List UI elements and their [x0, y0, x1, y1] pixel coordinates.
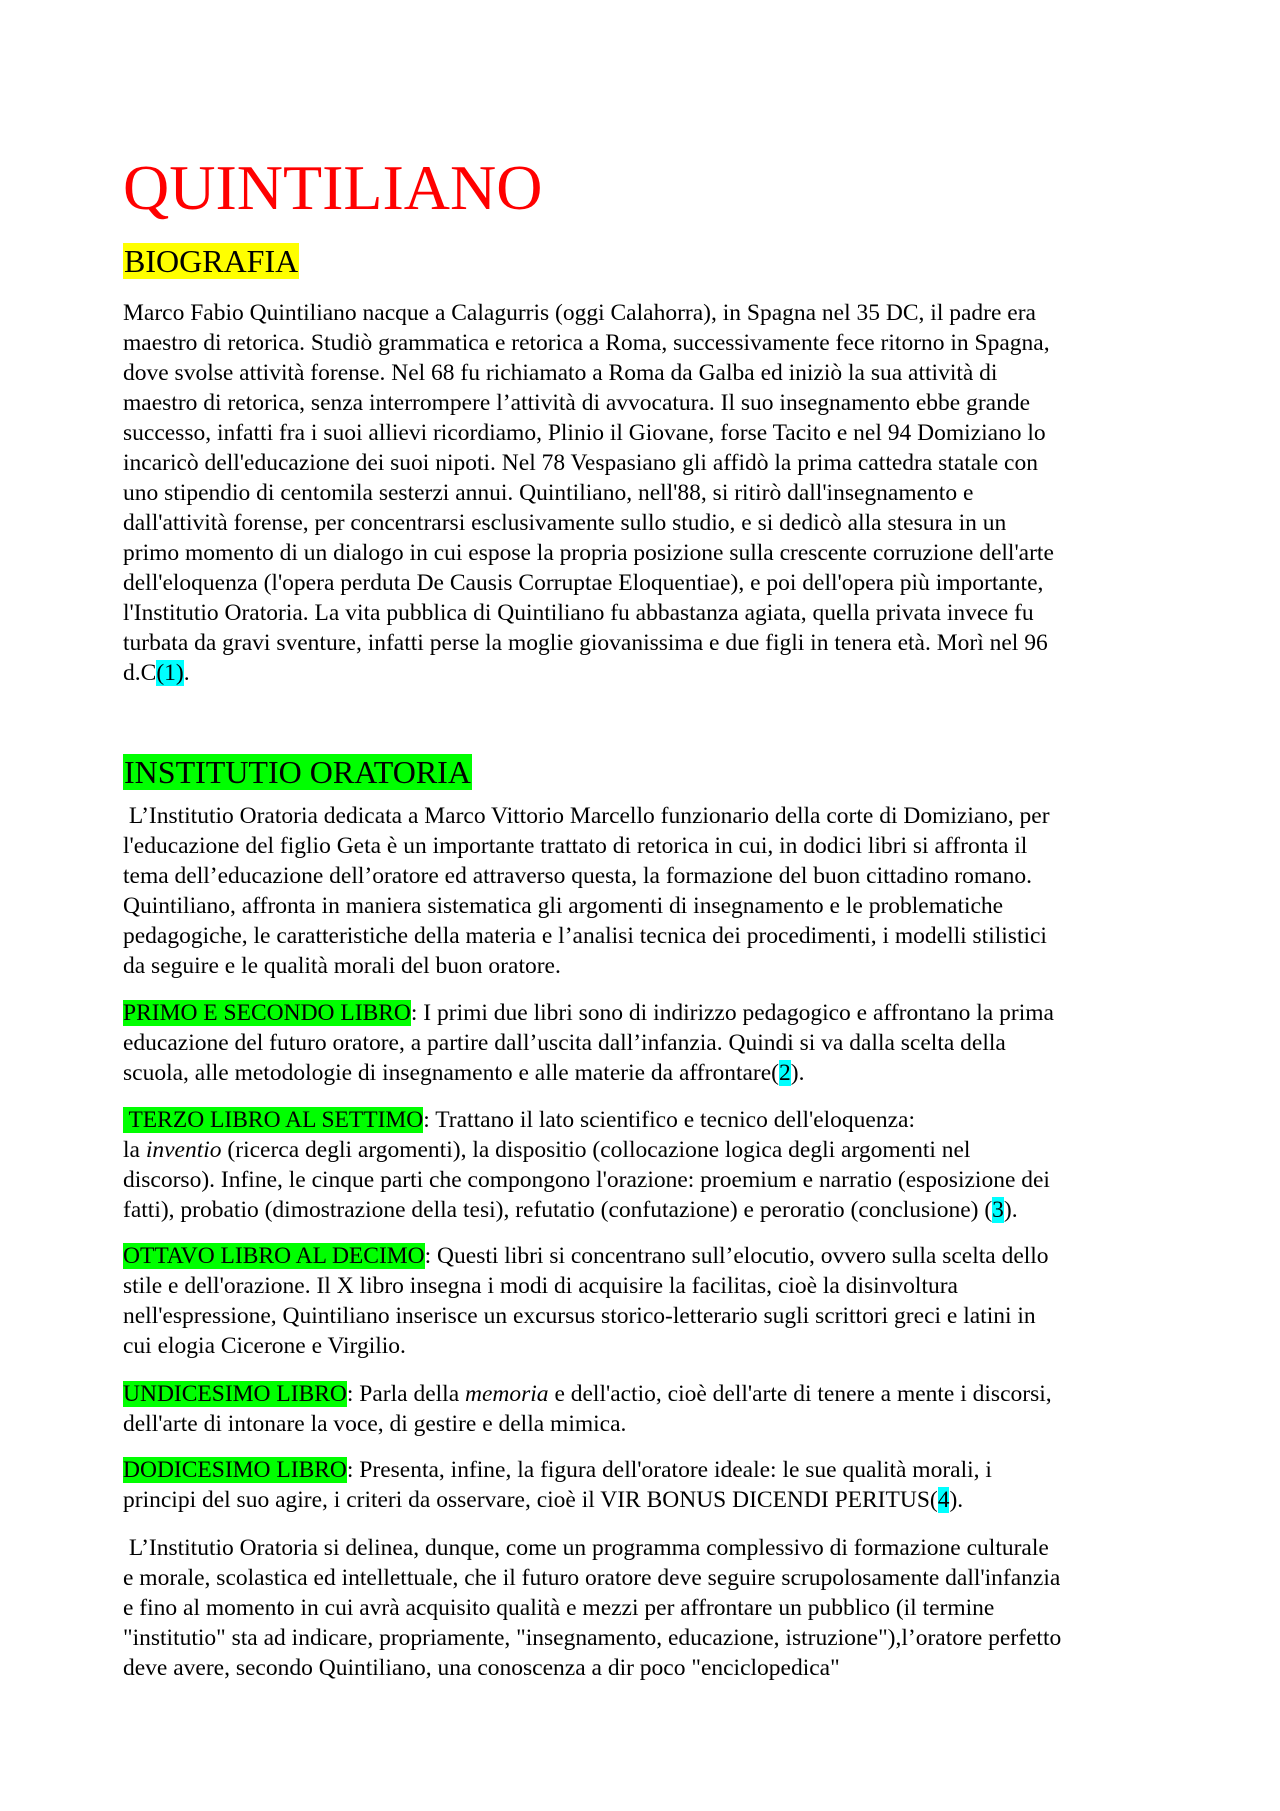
- text: : Questi libri si concentrano sull’elocutio, ovvero sulla scelta dello: [424, 1243, 1049, 1269]
- text-line: incaricò dell'educazione dei suoi nipoti. Nel 78 Vespasiano gli affidò la prima cattedra statale con: [123, 450, 1038, 476]
- dodicesimo-paragraph: [123, 1455, 1183, 1515]
- text-line: da seguire e le qualità morali del buon oratore.: [123, 953, 561, 979]
- footnote-ref-4[interactable]: 4: [937, 1487, 950, 1513]
- text-line: dell'arte di intonare la voce, di gestire e della mimica.: [123, 1411, 627, 1437]
- biography-paragraph: [123, 298, 1183, 688]
- text: ).: [790, 1060, 805, 1086]
- book-label: TERZO LIBRO AL SETTIMO: [123, 1107, 424, 1133]
- text-line: primo momento di un dialogo in cui espose la propria posizione sulla crescente corruzione dell'arte: [123, 540, 1054, 566]
- text-line: deve avere, secondo Quintiliano, una conoscenza a dir poco "enciclopedica": [123, 1655, 840, 1681]
- text-line: turbata da gravi sventure, infatti perse la moglie giovanissima e due figli in tenera età. Morì nel 96: [123, 630, 1048, 656]
- text-line: Quintiliano, affronta in maniera sistematica gli argomenti di insegnamento e le problematiche: [123, 893, 1004, 919]
- text-line: cui elogia Cicerone e Virgilio.: [123, 1333, 406, 1359]
- text-line: [123, 1105, 1183, 1135]
- footnote-ref-1[interactable]: (1): [156, 660, 184, 686]
- text-line: [123, 1455, 1183, 1485]
- heading-biografia: [123, 241, 1183, 281]
- text-line: stile e dell'orazione. Il X libro insegna i modi di acquisire la facilitas, cioè la disinvoltura: [123, 1273, 958, 1299]
- text-line: [123, 1058, 1183, 1088]
- text: e dell'actio, cioè dell'arte di tenere a mente i discorsi,: [548, 1381, 1052, 1407]
- text-line: pedagogiche, le caratteristiche della materia e l’analisi tecnica dei procedimenti, i modelli stilistici: [123, 923, 1047, 949]
- italic-term: inventio: [145, 1137, 222, 1163]
- text-line: [123, 1379, 1183, 1409]
- text-line: maestro di retorica. Studiò grammatica e retorica a Roma, successivamente fece ritorno in Spagna,: [123, 330, 1050, 356]
- text-line: l'educazione del figlio Geta è un importante trattato di retorica in cui, in dodici libri si affronta il: [123, 833, 1028, 859]
- heading-biografia-text: BIOGRAFIA: [124, 243, 299, 279]
- text-line: [123, 1241, 1183, 1271]
- text: : I primi due libri sono di indirizzo pedagogico e affrontano la prima: [410, 1000, 1054, 1026]
- text: la: [123, 1137, 146, 1163]
- text-line: [123, 1485, 1183, 1515]
- text: (ricerca degli argomenti), la dispositio (collocazione logica degli argomenti nel: [221, 1137, 971, 1163]
- text-line: successo, infatti fra i suoi allievi ricordiamo, Plinio il Giovane, forse Tacito e nel 94 Domiziano lo: [123, 420, 1046, 446]
- text-line: uno stipendio di centomila sesterzi annui. Quintiliano, nell'88, si ritirò dall'insegnamento e: [123, 480, 974, 506]
- text: ).: [1003, 1197, 1018, 1223]
- book-label: PRIMO E SECONDO LIBRO: [123, 1000, 411, 1026]
- text: : Trattano il lato scientifico e tecnico dell'eloquenza:: [423, 1107, 915, 1133]
- heading-institutio-text: INSTITUTIO ORATORIA: [124, 754, 471, 790]
- text: fatti), probatio (dimostrazione della tesi), refutatio (confutazione) e peroratio (conclusione) (: [123, 1197, 993, 1223]
- text-line: [123, 658, 1183, 688]
- text-line: L’Institutio Oratoria si delinea, dunque, come un programma complessivo di formazione culturale: [123, 1535, 1049, 1561]
- text-line: [123, 1135, 1183, 1165]
- footnote-ref-3[interactable]: 3: [992, 1197, 1004, 1223]
- text-line: [123, 998, 1183, 1028]
- intro-paragraph: [123, 801, 1183, 981]
- italic-term: memoria: [465, 1381, 549, 1407]
- primo-secondo-paragraph: [123, 998, 1183, 1088]
- text-line: dove svolse attività forense. Nel 68 fu richiamato a Roma da Galba ed iniziò la sua attività di: [123, 360, 998, 386]
- book-label: DODICESIMO LIBRO: [123, 1457, 347, 1483]
- undicesimo-paragraph: [123, 1379, 1183, 1439]
- text: ).: [949, 1487, 964, 1513]
- text: .: [183, 660, 190, 686]
- text-line: "institutio" sta ad indicare, propriamente, "insegnamento, educazione, istruzione"),l’oratore perfetto: [123, 1625, 1062, 1651]
- text-line: tema dell’educazione dell’oratore ed attraverso questa, la formazione del buon cittadino romano.: [123, 863, 1032, 889]
- text: scuola, alle metodologie di insegnamento e alle materie da affrontare(: [123, 1060, 779, 1086]
- footnote-ref-2[interactable]: 2: [779, 1060, 791, 1086]
- text-line: l'Institutio Oratoria. La vita pubblica di Quintiliano fu abbastanza agiata, quella privata invece fu: [123, 600, 1034, 626]
- text-line: maestro di retorica, senza interrompere l’attività di avvocatura. Il suo insegnamento ebbe grande: [123, 390, 1030, 416]
- ottavo-decimo-paragraph: [123, 1241, 1183, 1361]
- text-line: e fino al momento in cui avrà acquisito qualità e mezzi per affrontare un pubblico (il termine: [123, 1595, 995, 1621]
- text: d.C: [123, 660, 157, 686]
- book-label: OTTAVO LIBRO AL DECIMO: [123, 1243, 425, 1269]
- text: : Parla della: [346, 1381, 466, 1407]
- text-line: dall'attività forense, per concentrarsi esclusivamente sullo studio, e si dedicò alla stesura in un: [123, 510, 1007, 536]
- book-label: UNDICESIMO LIBRO: [123, 1381, 347, 1407]
- text-line: dell'eloquenza (l'opera perduta De Causis Corruptae Eloquentiae), e poi dell'opera più importante,: [123, 570, 1044, 596]
- text-line: discorso). Infine, le cinque parti che compongono l'orazione: proemium e narratio (esposizione dei: [123, 1167, 1050, 1193]
- text: principi del suo agire, i criteri da osservare, cioè il VIR BONUS DICENDI PERITUS(: [123, 1487, 938, 1513]
- text-line: [123, 1195, 1183, 1225]
- text-line: Marco Fabio Quintiliano nacque a Calagurris (oggi Calahorra), in Spagna nel 35 DC, il padre era: [123, 300, 1036, 326]
- text-line: educazione del futuro oratore, a partire dall’uscita dall’infanzia. Quindi si va dalla scelta della: [123, 1030, 1006, 1056]
- text-line: nell'espressione, Quintiliano inserisce un excursus storico-letterario sugli scrittori greci e latini in: [123, 1303, 1036, 1329]
- terzo-settimo-paragraph: [123, 1105, 1183, 1225]
- document-title: QUINTILIANO: [123, 152, 543, 223]
- text: : Presenta, infine, la figura dell'oratore ideale: le sue qualità morali, i: [346, 1457, 992, 1483]
- conclusion-paragraph: [123, 1533, 1183, 1683]
- text-line: e morale, scolastica ed intellettuale, che il futuro oratore deve seguire scrupolosamente dall'infanzia: [123, 1565, 1061, 1591]
- heading-institutio-oratoria: [123, 752, 1183, 792]
- text-line: L’Institutio Oratoria dedicata a Marco Vittorio Marcello funzionario della corte di Domiziano, per: [123, 803, 1050, 829]
